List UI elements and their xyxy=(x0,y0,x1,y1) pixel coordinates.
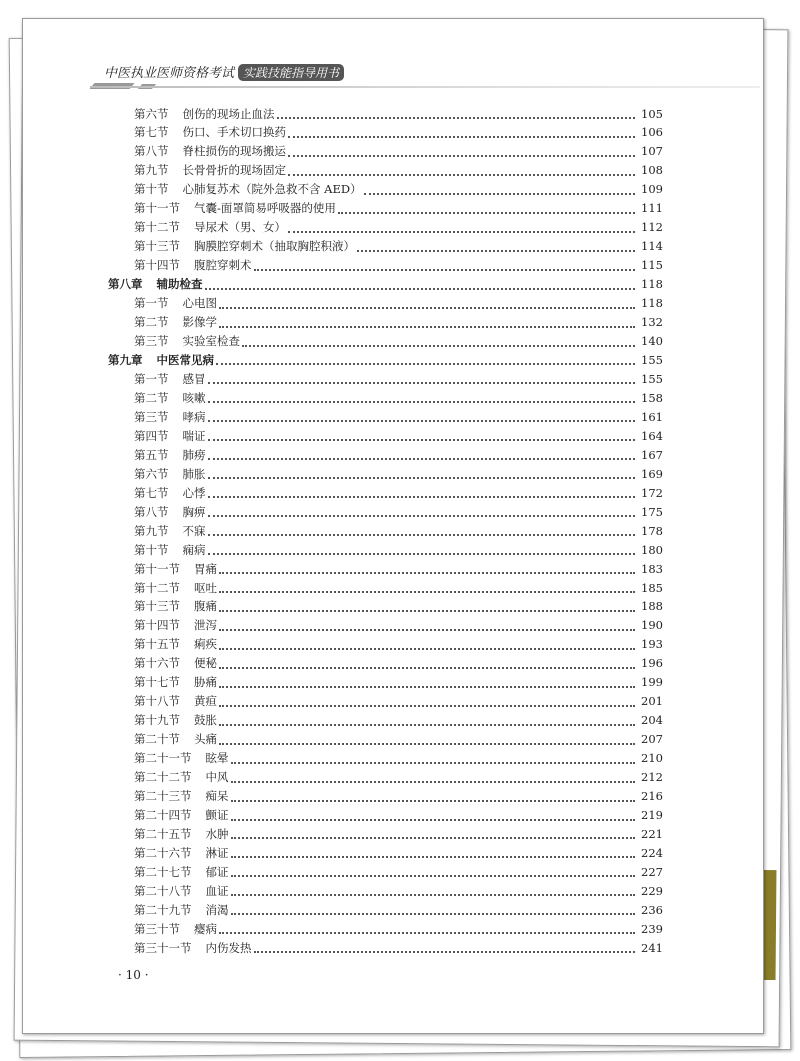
entry-page: 118 xyxy=(641,277,663,292)
entry-title: 呕吐 xyxy=(194,580,217,595)
entry-number: 第七节 xyxy=(134,485,169,500)
toc-section[interactable] xyxy=(134,616,663,635)
entry-page: 188 xyxy=(641,599,663,614)
dot-leader xyxy=(231,828,636,839)
toc-section[interactable] xyxy=(134,730,663,749)
entry-number: 第十节 xyxy=(134,542,169,557)
dot-leader xyxy=(219,563,635,574)
entry-title: 痴呆 xyxy=(205,789,229,804)
entry-number: 第一节 xyxy=(134,296,169,311)
entry-title: 脊柱损伤的现场搬运 xyxy=(182,144,286,159)
entry-title: 伤口、手术切口换药 xyxy=(182,125,286,140)
entry-number: 第九节 xyxy=(134,523,169,538)
entry-title: 淋证 xyxy=(205,845,229,860)
toc-section[interactable] xyxy=(134,692,663,711)
toc-section[interactable] xyxy=(134,787,663,806)
entry-page: 140 xyxy=(641,334,663,349)
toc-section[interactable] xyxy=(134,218,663,237)
dot-leader xyxy=(208,373,636,384)
toc-section[interactable] xyxy=(134,388,663,407)
entry-title: 影像学 xyxy=(182,315,217,330)
entry-page: 196 xyxy=(641,656,663,671)
dot-leader xyxy=(231,885,636,896)
entry-number: 第三十节 xyxy=(134,921,180,936)
entry-page: 216 xyxy=(641,789,663,804)
toc-section[interactable] xyxy=(134,919,663,938)
dot-leader xyxy=(231,772,636,783)
toc-section[interactable] xyxy=(134,559,663,578)
toc-section[interactable] xyxy=(134,654,663,673)
entry-number: 第十四节 xyxy=(134,258,180,273)
dot-leader xyxy=(219,923,635,934)
toc-section[interactable] xyxy=(134,824,663,843)
entry-number: 第十三节 xyxy=(134,599,180,614)
toc-section[interactable] xyxy=(134,426,663,445)
entry-page: 241 xyxy=(641,940,663,955)
entry-page: 107 xyxy=(641,144,663,159)
entry-page: 212 xyxy=(641,770,663,785)
entry-page: 204 xyxy=(641,713,663,728)
toc-section[interactable] xyxy=(134,862,663,881)
entry-number: 第二十三节 xyxy=(134,789,192,804)
entry-number: 第十节 xyxy=(134,182,169,197)
entry-page: 164 xyxy=(641,428,663,443)
dot-leader xyxy=(277,108,636,119)
entry-number: 第十七节 xyxy=(134,675,180,690)
toc-chapter[interactable] xyxy=(108,350,663,369)
entry-title: 心肺复苏术（院外急救不含 AED） xyxy=(182,182,362,197)
entry-number: 第三十一节 xyxy=(134,940,192,955)
entry-title: 气囊-面罩简易呼吸器的使用 xyxy=(194,201,336,216)
entry-title: 胃痛 xyxy=(194,561,217,576)
entry-title: 颤证 xyxy=(205,808,229,823)
entry-number: 第十九节 xyxy=(134,713,180,728)
toc-section[interactable] xyxy=(134,578,663,597)
dot-leader xyxy=(219,734,635,745)
toc-section[interactable] xyxy=(134,161,663,180)
entry-title: 内伤发热 xyxy=(205,940,252,955)
entry-page: 169 xyxy=(641,466,663,481)
entry-title: 中医常见病 xyxy=(156,352,214,367)
entry-title: 鼓胀 xyxy=(194,713,217,728)
entry-title: 黄疸 xyxy=(194,694,217,709)
entry-page: 111 xyxy=(641,201,663,216)
entry-number: 第十一节 xyxy=(134,201,180,216)
toc-section[interactable] xyxy=(134,768,663,787)
toc-section[interactable] xyxy=(134,540,663,559)
entry-page: 207 xyxy=(641,732,663,747)
dot-leader xyxy=(231,810,636,821)
entry-title: 眩晕 xyxy=(205,751,229,766)
dot-leader xyxy=(219,317,635,328)
dot-leader xyxy=(219,298,635,309)
entry-number: 第十二节 xyxy=(134,580,180,595)
entry-title: 感冒 xyxy=(182,371,206,386)
entry-title: 长骨骨折的现场固定 xyxy=(182,163,286,178)
toc-section[interactable] xyxy=(134,483,663,502)
entry-number: 第二节 xyxy=(134,390,169,405)
toc-section[interactable] xyxy=(134,445,663,464)
entry-title: 头痛 xyxy=(194,732,217,747)
dot-leader xyxy=(219,658,635,669)
dot-leader xyxy=(364,184,635,195)
entry-page: 210 xyxy=(641,751,663,766)
dot-leader xyxy=(242,336,635,347)
dot-leader xyxy=(219,601,635,612)
toc-section[interactable] xyxy=(134,806,663,825)
entry-title: 创伤的现场止血法 xyxy=(182,106,275,121)
toc-section[interactable] xyxy=(134,294,663,313)
entry-number: 第五节 xyxy=(134,447,169,462)
dot-leader xyxy=(231,904,636,915)
entry-number: 第二十二节 xyxy=(134,770,192,785)
dot-leader xyxy=(208,544,636,555)
entry-page: 115 xyxy=(641,258,663,273)
entry-number: 第九节 xyxy=(134,163,169,178)
toc-section[interactable] xyxy=(134,123,663,142)
entry-page: 201 xyxy=(641,694,663,709)
entry-title: 胁痛 xyxy=(194,675,217,690)
entry-page: 109 xyxy=(641,182,663,197)
toc-section[interactable] xyxy=(134,881,663,900)
book-subtitle: 实践技能指导用书 xyxy=(238,64,344,81)
entry-number: 第八节 xyxy=(134,504,169,519)
entry-title: 实验室检查 xyxy=(182,334,240,349)
entry-title: 瘿病 xyxy=(194,921,217,936)
toc-section[interactable] xyxy=(134,313,663,332)
dot-leader xyxy=(208,487,636,498)
entry-number: 第二十节 xyxy=(134,732,180,747)
entry-page: 161 xyxy=(641,409,663,424)
toc-section[interactable] xyxy=(134,199,663,218)
dot-leader xyxy=(219,696,635,707)
entry-page: 180 xyxy=(641,542,663,557)
entry-page: 114 xyxy=(641,239,663,254)
entry-page: 106 xyxy=(641,125,663,140)
entry-number: 第六节 xyxy=(134,466,169,481)
toc-section[interactable] xyxy=(134,635,663,654)
dot-leader xyxy=(254,942,636,953)
dot-leader xyxy=(254,260,636,271)
entry-title: 痫病 xyxy=(182,542,206,557)
entry-page: 132 xyxy=(641,315,663,330)
dot-leader xyxy=(231,847,636,858)
entry-number: 第六节 xyxy=(134,106,169,121)
entry-page: 178 xyxy=(641,523,663,538)
toc-section[interactable] xyxy=(134,597,663,616)
dot-leader xyxy=(208,525,636,536)
entry-number: 第二十一节 xyxy=(134,751,192,766)
dot-leader xyxy=(338,203,635,214)
entry-title: 心悸 xyxy=(182,485,206,500)
entry-number: 第二十七节 xyxy=(134,864,192,879)
dot-leader xyxy=(219,715,635,726)
entry-title: 导尿术（男、女） xyxy=(194,220,286,235)
dot-leader xyxy=(208,506,636,517)
toc-section[interactable] xyxy=(134,180,663,199)
toc-section[interactable] xyxy=(134,256,663,275)
entry-number: 第十三节 xyxy=(134,239,180,254)
toc-section[interactable] xyxy=(134,843,663,862)
entry-number: 第四节 xyxy=(134,428,169,443)
entry-title: 不寐 xyxy=(182,523,206,538)
dot-leader xyxy=(219,639,635,650)
dot-leader xyxy=(205,279,636,290)
dot-leader xyxy=(208,392,636,403)
entry-page: 221 xyxy=(641,826,663,841)
entry-page: 190 xyxy=(641,618,663,633)
entry-number: 第十四节 xyxy=(134,618,180,633)
toc-section[interactable] xyxy=(134,237,663,256)
toc-section[interactable] xyxy=(134,900,663,919)
dot-leader xyxy=(231,753,636,764)
entry-title: 中风 xyxy=(205,770,229,785)
entry-page: 224 xyxy=(641,845,663,860)
dot-leader xyxy=(219,677,635,688)
dot-leader xyxy=(208,411,636,422)
dot-leader xyxy=(208,468,636,479)
entry-title: 腹腔穿刺术 xyxy=(194,258,252,273)
toc-section[interactable] xyxy=(134,673,663,692)
dot-leader xyxy=(208,430,636,441)
page-number: · 10 · xyxy=(118,968,149,982)
entry-number: 第十六节 xyxy=(134,656,180,671)
toc-section[interactable] xyxy=(134,749,663,768)
dot-leader xyxy=(288,165,635,176)
entry-page: 183 xyxy=(641,561,663,576)
entry-page: 112 xyxy=(641,220,663,235)
entry-title: 心电图 xyxy=(182,296,217,311)
entry-page: 118 xyxy=(641,296,663,311)
dot-leader xyxy=(288,127,635,138)
entry-page: 236 xyxy=(641,902,663,917)
entry-title: 消渴 xyxy=(205,902,229,917)
toc-section[interactable] xyxy=(134,521,663,540)
toc-section[interactable] xyxy=(134,502,663,521)
toc-chapter[interactable] xyxy=(108,275,663,294)
entry-title: 胸膜腔穿刺术（抽取胸腔积液） xyxy=(194,239,355,254)
entry-number: 第二十九节 xyxy=(134,902,192,917)
entry-page: 199 xyxy=(641,675,663,690)
dot-leader xyxy=(219,620,635,631)
entry-title: 胸痹 xyxy=(182,504,206,519)
running-header xyxy=(104,62,344,81)
entry-number: 第二十四节 xyxy=(134,808,192,823)
entry-page: 219 xyxy=(641,808,663,823)
entry-page: 229 xyxy=(641,883,663,898)
entry-number: 第十五节 xyxy=(134,637,180,652)
dot-leader xyxy=(231,791,636,802)
toc-section[interactable] xyxy=(134,369,663,388)
entry-page: 172 xyxy=(641,485,663,500)
entry-number: 第三节 xyxy=(134,409,169,424)
entry-title: 咳嗽 xyxy=(182,390,206,405)
entry-title: 郁证 xyxy=(205,864,229,879)
dot-leader xyxy=(288,222,635,233)
entry-title: 喘证 xyxy=(182,428,206,443)
toc-section[interactable] xyxy=(134,407,663,426)
entry-number: 第十二节 xyxy=(134,220,180,235)
entry-page: 185 xyxy=(641,580,663,595)
dot-leader xyxy=(219,582,635,593)
entry-number: 第二十六节 xyxy=(134,845,192,860)
entry-title: 水肿 xyxy=(205,826,229,841)
entry-page: 167 xyxy=(641,447,663,462)
entry-number: 第二十八节 xyxy=(134,883,192,898)
dot-leader xyxy=(208,449,636,460)
entry-number: 第八章 xyxy=(108,277,143,292)
entry-number: 第三节 xyxy=(134,334,169,349)
dot-leader xyxy=(216,354,635,365)
toc-section[interactable] xyxy=(134,142,663,161)
entry-page: 155 xyxy=(641,371,663,386)
toc-section[interactable] xyxy=(134,104,663,123)
entry-number: 第八节 xyxy=(134,144,169,159)
entry-page: 193 xyxy=(641,637,663,652)
entry-title: 血证 xyxy=(205,883,229,898)
entry-page: 105 xyxy=(641,106,663,121)
entry-title: 便秘 xyxy=(194,656,217,671)
header-rule xyxy=(90,86,760,88)
entry-number: 第十八节 xyxy=(134,694,180,709)
entry-page: 175 xyxy=(641,504,663,519)
entry-page: 108 xyxy=(641,163,663,178)
entry-title: 泄泻 xyxy=(194,618,217,633)
entry-number: 第二节 xyxy=(134,315,169,330)
dot-leader xyxy=(357,241,635,252)
toc-section[interactable] xyxy=(134,938,663,957)
entry-number: 第七节 xyxy=(134,125,169,140)
entry-title: 肺痨 xyxy=(182,447,206,462)
entry-title: 哮病 xyxy=(182,409,206,424)
dot-leader xyxy=(288,146,635,157)
entry-page: 155 xyxy=(641,352,663,367)
entry-number: 第一节 xyxy=(134,371,169,386)
toc-section[interactable] xyxy=(134,332,663,351)
entry-title: 痢疾 xyxy=(194,637,217,652)
entry-title: 腹痛 xyxy=(194,599,217,614)
entry-page: 158 xyxy=(641,390,663,405)
entry-number: 第九章 xyxy=(108,352,143,367)
book-title: 中医执业医师资格考试 xyxy=(104,66,235,81)
entry-number: 第二十五节 xyxy=(134,826,192,841)
entry-number: 第十一节 xyxy=(134,561,180,576)
entry-page: 239 xyxy=(641,921,663,936)
toc-section[interactable] xyxy=(134,711,663,730)
entry-page: 227 xyxy=(641,864,663,879)
entry-title: 辅助检查 xyxy=(156,277,203,292)
toc-section[interactable] xyxy=(134,464,663,483)
dot-leader xyxy=(231,866,636,877)
entry-title: 肺胀 xyxy=(182,466,206,481)
